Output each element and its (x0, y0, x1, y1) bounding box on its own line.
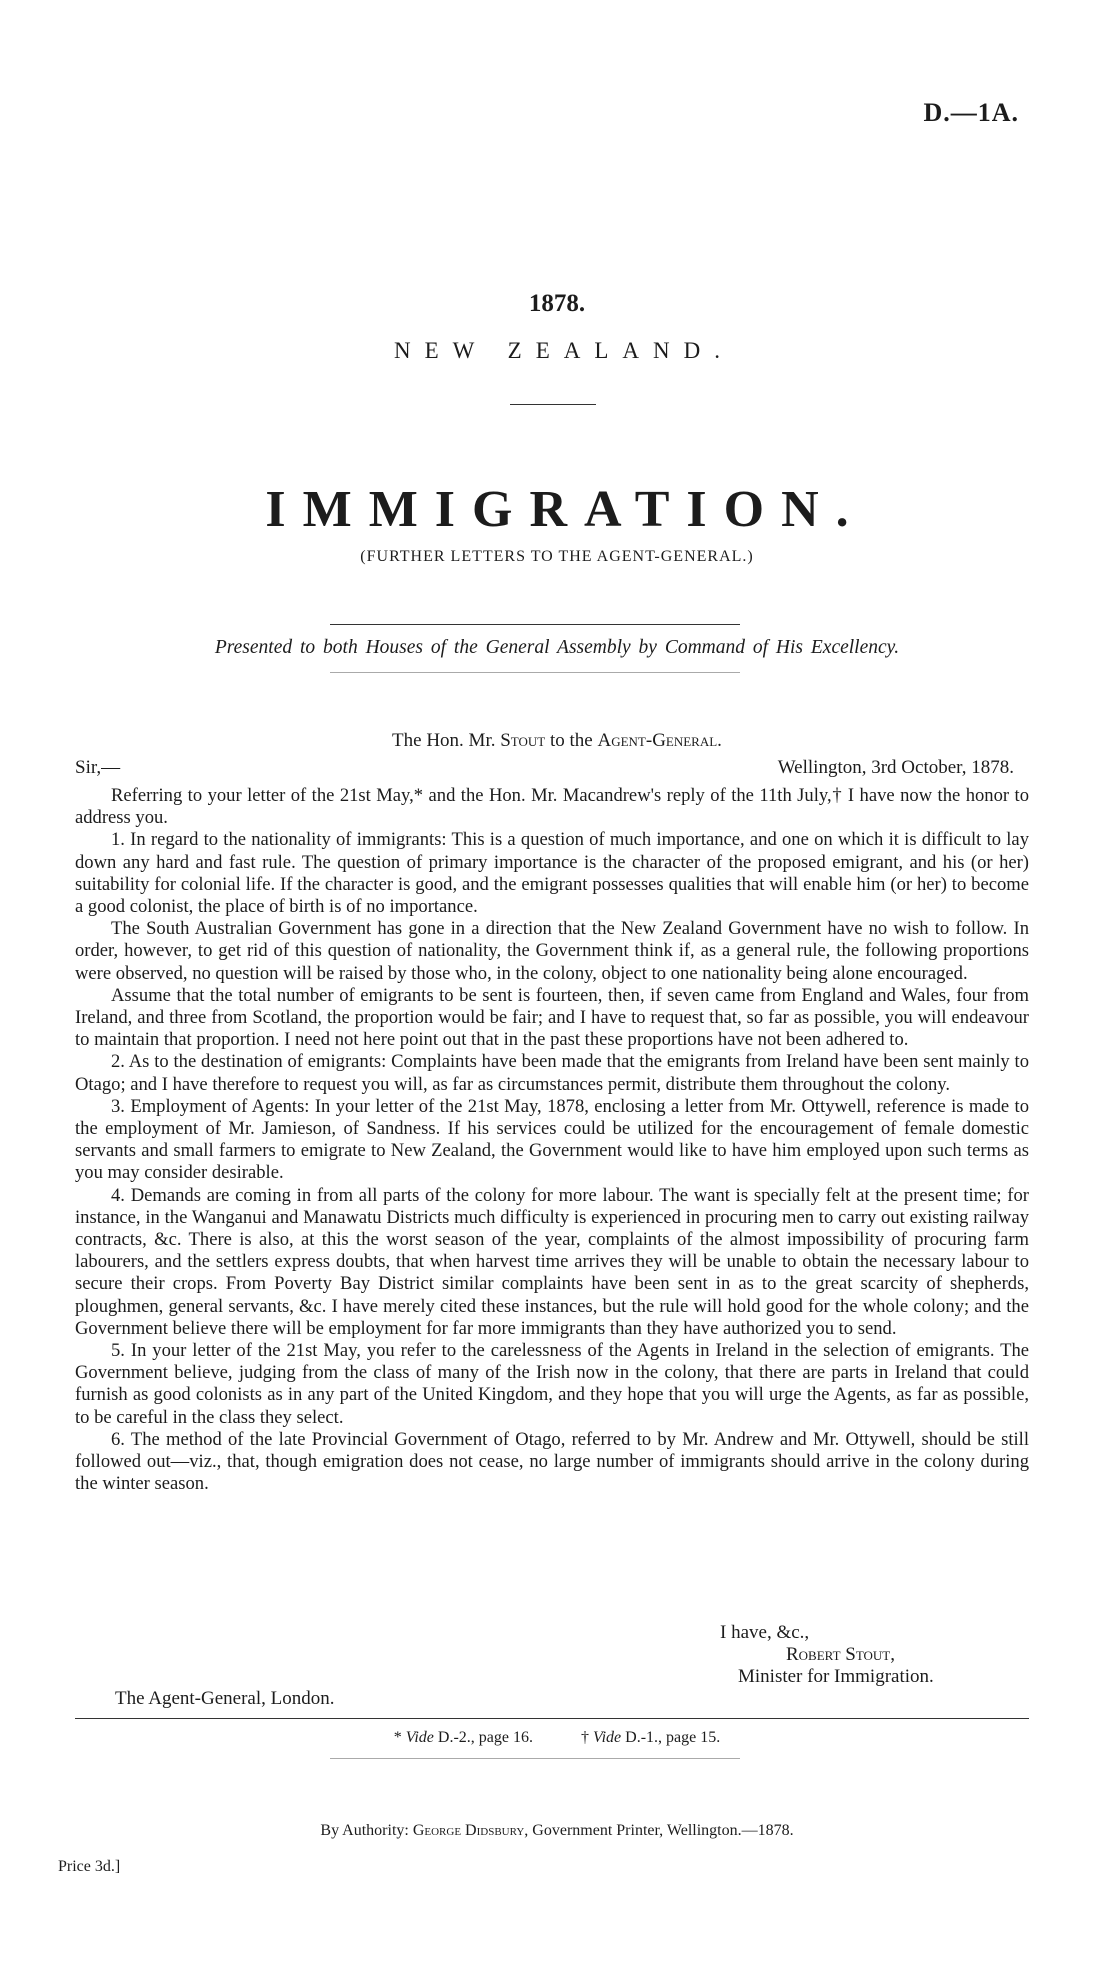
footnote-second-mark: † (581, 1729, 593, 1746)
signatory-title: Minister for Immigration. (738, 1666, 934, 1687)
divider (330, 624, 740, 625)
footnote-first-ref: D.-2., page 16. (433, 1729, 533, 1746)
letter-body (75, 785, 1029, 1496)
footnote-second-vide: Vide (593, 1729, 622, 1746)
paragraph-5: 5. In your letter of the 21st May, you refer to the carelessness of the Agents in Ireland in the selection of emigrants. The Government believe, judging from the class of many of the Irish now in the colony, that there are parts in Ireland that could furnish as good colonists as in any part of the United Kingdom, and they hope that you will urge the Agents, as far as possible, to be careful in the class they select. (75, 1340, 1029, 1428)
authority-label: By Authority: (320, 1822, 413, 1839)
paragraph-4: 4. Demands are coming in from all parts of the colony for more labour. The want is specially felt at the present time; for instance, in the Wanganui and Manawatu Districts much difficulty is experienced in procuring men to carry out existing railway contracts, &c. There is also, at this the worst season of the year, complaints of the almost impossibility of procuring farm labourers, and the settlers express doubts, that when harvest time arrives they will be unable to obtain the necessary labour to secure their crops. From Poverty Bay District similar complaints have been sent in as to the great scarcity of shepherds, ploughmen, general servants, &c. I have merely cited these instances, but the rule will hold good for the whole colony; and the Government believe there will be employment for far more immigrants than they have authorized you to send. (75, 1184, 1029, 1339)
presented-line: Presented to both Houses of the General Assembly by Command of His Excellency. (214, 637, 900, 658)
footnotes (0, 1729, 1114, 1747)
footnote-first-vide: Vide (405, 1729, 434, 1746)
printer-colophon (0, 1822, 1114, 1840)
printer-name: George Didsbury (412, 1822, 525, 1839)
paragraph-1b: The South Australian Government has gone in a direction that the New Zealand Government have no wish to follow. In order, however, to get rid of this question of nationality, the Government think if, as a general rule, the following proportions were observed, no question will be raised by those who, in the colony, object to one nationality being alone encouraged. (75, 918, 1029, 984)
divider (510, 404, 596, 405)
addressee: The Agent-General, London. (115, 1688, 335, 1709)
paragraph-3: 3. Employment of Agents: In your letter of the 21st May, 1878, enclosing a letter from Mr. Ottywell, reference is made to the employment of Mr. Jamieson, of Sandness. If his services could be utilized for the encouragement of female domestic servants and small farmers to emigrate to New Zealand, the Government would like to have him employed upon such terms as you may consider desirable. (75, 1095, 1029, 1184)
footnote-first-mark: * (393, 1729, 406, 1746)
paragraph-1c: Assume that the total number of emigrants to be sent is fourteen, then, if seven came from England and Wales, four from Ireland, and three from Scotland, the proportion would be fair; and I have to request that, so far as possible, you will endeavour to maintain that proportion. I need not here point out that in the past these proportions have not been adhered to. (75, 984, 1029, 1051)
divider (330, 672, 740, 673)
heading-middle: to the (545, 730, 598, 751)
divider (330, 1758, 740, 1759)
paragraph-2: 2. As to the destination of emigrants: Complaints have been made that the emigrants from Ireland have been sent mainly to Otago; and I have therefore to request you will, as far as circumstances permit, distribute them throughout the colony. (75, 1051, 1029, 1095)
dateline: Wellington, 3rd October, 1878. (777, 757, 1014, 778)
signoff-block (720, 1622, 934, 1688)
year: 1878. (528, 290, 586, 317)
paragraph-intro: Referring to your letter of the 21st May,* and the Hon. Mr. Macandrew's reply of the 11th July,† I have now the honor to address you. (75, 785, 1029, 829)
heading-to: Agent-General. (597, 730, 722, 751)
page-subtitle: (FURTHER LETTERS TO THE AGENT-GENERAL.) (360, 548, 754, 565)
divider (75, 1718, 1029, 1719)
printer-suffix: , Government Printer, Wellington.—1878. (524, 1822, 794, 1839)
country-heading: NEW ZEALAND. (393, 338, 735, 363)
salutation: Sir,— (75, 757, 121, 778)
heading-from: Stout (500, 730, 546, 751)
closing: I have, &c., (720, 1622, 810, 1643)
price: Price 3d.] (58, 1858, 121, 1875)
document-reference: D.—1A. (923, 98, 1019, 127)
paragraph-1: 1. In regard to the nationality of immigrants: This is a question of much importance, and one on which it is difficult to lay down any hard and fast rule. The question of primary importance is the character of the proposed emigrant, and his (or her) suitability for colonial life. If the character is good, and the emigrant possesses qualities that will enable him (or her) to become a good colonist, the place of birth is of no importance. (75, 829, 1029, 918)
paragraph-6: 6. The method of the late Provincial Government of Otago, referred to by Mr. Andrew and Mr. Ottywell, should be still followed out—viz., that, though emigration does not cease, no large number of immigrants should arrive in the colony during the winter season. (75, 1428, 1029, 1495)
letter-heading (0, 730, 1114, 752)
footnote-second-ref: D.-1., page 15. (621, 1729, 721, 1746)
page-title: IMMIGRATION. (265, 481, 866, 538)
heading-prefix: The Hon. Mr. (392, 730, 501, 751)
signatory: Robert Stout, (786, 1644, 895, 1665)
